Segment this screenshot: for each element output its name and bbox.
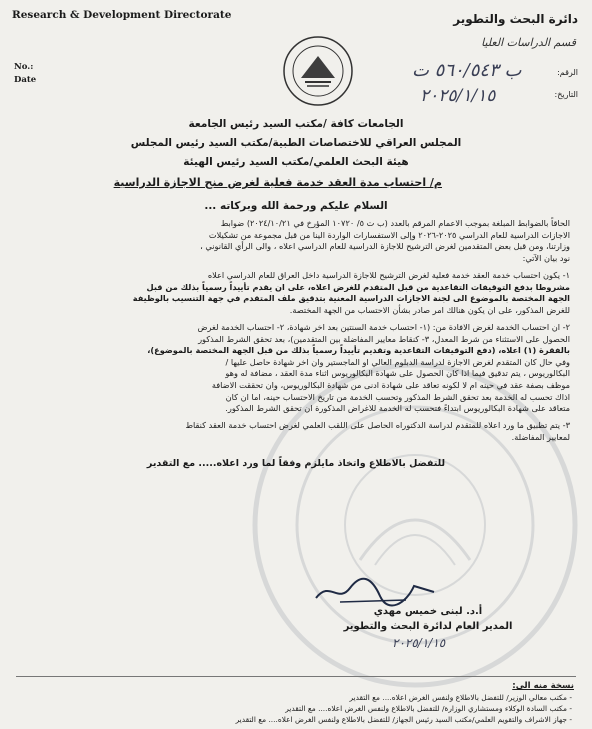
item-2-line: وفي حال كان المتقدم لغرض الاجازة لدراسة الدبلوم العالي او الماجستير وان اخر شهادة حاصل عليها / — [225, 356, 570, 367]
number-label-en: No.: — [14, 62, 34, 72]
divider — [16, 676, 576, 677]
handwritten-reference-number: ب ٥٦٠/٥٤٣ ت — [412, 60, 522, 81]
item-2-line: متعاقد على شهادة البكالوريوس ابتداءً فتحسب له الخدمة للاغراض المذكورة ان تحقق الشرط المذكور. — [225, 403, 570, 414]
intro-line: نود بيان الآتي: — [522, 252, 570, 263]
closing-line: للتفضل بالاطلاع واتخاذ مايلزم وفقاً لما ورد اعلاه..... مع التقدير — [146, 458, 446, 469]
item-1-line: ١- يكون احتساب خدمة العقد خدمة فعلية لغرض الترشيح للاجازة الدراسية داخل العراق للعام الدراسي اعلاه — [207, 270, 570, 280]
copy-to-item: - جهاز الاشراف والتقويم العلمي/مكتب السيد رئيس الجهاز/ للتفضل بالاطلاع ولنفس الغرض اعلاه.... مع التقدير — [235, 715, 572, 724]
department-subtitle: قسم الدراسات العليا — [481, 36, 576, 49]
intro-line: الاجازات الدراسية للعام الدراسي ٢٠٢٥-٢٠٢٦ وإلى الاستفسارات الواردة الينا من قبل مجموعة من تشكيلات — [208, 229, 570, 240]
intro-paragraph — [22, 218, 570, 264]
greeting: السلام عليكم ورحمة الله وبركاته ... — [204, 200, 388, 212]
item-2-line: موظف بصفة عقد في حينه ام لا لكونه تعاقد على شهادة ادنى من شهادة البكالوريوس، وان تحققت الاضافة — [211, 379, 570, 390]
subject-line: م/ احتساب مدة العقد خدمة فعلية لغرض منح الاجازة الدراسية — [113, 176, 442, 189]
addressee-3: هيئة البحث العلمي/مكتب السيد رئيس الهيئة — [183, 156, 409, 168]
handwritten-date: ٢٠٢٥/١/١٥ — [420, 86, 496, 106]
directorate-title-en: Research & Development Directorate — [12, 9, 232, 21]
copy-to-title: نسخة منه الى: — [512, 681, 574, 691]
item-2-line: ٢- ان احتساب الخدمة لغرض الافادة من: (١- احتساب خدمة السنتين بعد اخر شهادة، ٢- احتساب الخدمة لغرض — [197, 322, 570, 332]
item-3-paragraph — [22, 420, 570, 443]
signatory-name: أ.د. لبنى خميس مهدي — [373, 606, 483, 617]
ministry-logo — [281, 34, 355, 108]
item-1-line: الجهة المختصة بالموضوع الى لجنة الاجازات الدراسية المعنية بتدقيق ملف المتقدم في جهة التنسيب بالوظيفة — [132, 293, 570, 304]
signature-date: ٢٠٢٥/١/١٥ — [392, 636, 446, 650]
directorate-title-ar: دائرة البحث والتطوير — [453, 12, 578, 26]
intro-line: الحاقاً بالضوابط المبلغة بموجب الاعمام المرقم بالعدد (ب ت ٥/ ١٠٧٢٠ المؤرخ في ٢٠٢٤/١٠/٢١) ضوابط — [220, 218, 570, 228]
item-3-line: ٣- يتم تطبيق ما ورد اعلاه للمتقدم لدراسة الدكتوراه الحاصل على اللقب العلمي لغرض احتساب خدمة العقد كنقاط — [185, 420, 570, 430]
copy-to-item: - مكتب السادة الوكلاء ومستشاري الوزارة/ للتفضل بالاطلاع ولنفس الغرض اعلاه.... مع التقدير — [285, 704, 572, 713]
item-1-line: مشروطا بدفع التوقيفات التقاعدية من قبل المتقدم للغرض اعلاه، على ان يقدم تأييداً رسمياً بذلك من قبل — [146, 281, 570, 292]
reference-label: الرقم: — [557, 68, 578, 77]
item-2-line: البكالوريوس ، يتم تدقيق فيما اذا كان الحصول على شهادة البكالوريوس اثناء مدة العقد ، مضافة له وهو — [225, 368, 570, 379]
copy-to-item: - مكتب معالي الوزير/ للتفضل بالاطلاع ولنفس الغرض اعلاه.... مع التقدير — [349, 693, 572, 702]
item-2-line: الحصول على الاستثناء من شرط المعدل، ٣- كنقاط معايير المفاضلة بين المتقدمين)، بعد تحقق الشرط المذكور — [198, 333, 570, 344]
addressee-1: الجامعات كافة /مكتب السيد رئيس الجامعة — [188, 118, 404, 130]
signatory-title: المدير العام لدائرة البحث والتطوير — [343, 621, 513, 632]
item-1-paragraph — [22, 270, 570, 316]
item-2-paragraph — [22, 322, 570, 415]
item-3-line: لمعايير المفاضلة. — [511, 431, 570, 442]
item-2-line: بالفقرة (١) اعلاه، (دفع التوقيفات التقاعدية وتقديم تأييداً رسمياً بذلك من قبل الجهة المختصة بالموضوع)، — [147, 345, 570, 356]
handwritten-signature — [310, 574, 440, 608]
addressee-2: المجلس العراقي للاختصاصات الطبية/مكتب السيد رئيس المجلس — [130, 137, 462, 149]
item-1-line: للغرض المذكور، على ان يكون هنالك امر صادر بشأن الاحتساب من الجهة المختصة. — [289, 304, 570, 315]
intro-line: وزارتنا، ومن قبل بعض المتقدمين لغرض الترشيح للاجازة الدراسية للعام الدراسي اعلاه ، والى الرأي القانوني ، — [200, 241, 570, 252]
date-label-en: Date — [14, 75, 37, 85]
date-label-ar: التاريخ: — [554, 90, 578, 99]
item-2-line: اذاك تحسب له الخدمة بعد تحقق الشرط المذكور وتحسب الخدمة من تاريخ الاحتساب حينه، اما ان كان — [225, 391, 570, 402]
